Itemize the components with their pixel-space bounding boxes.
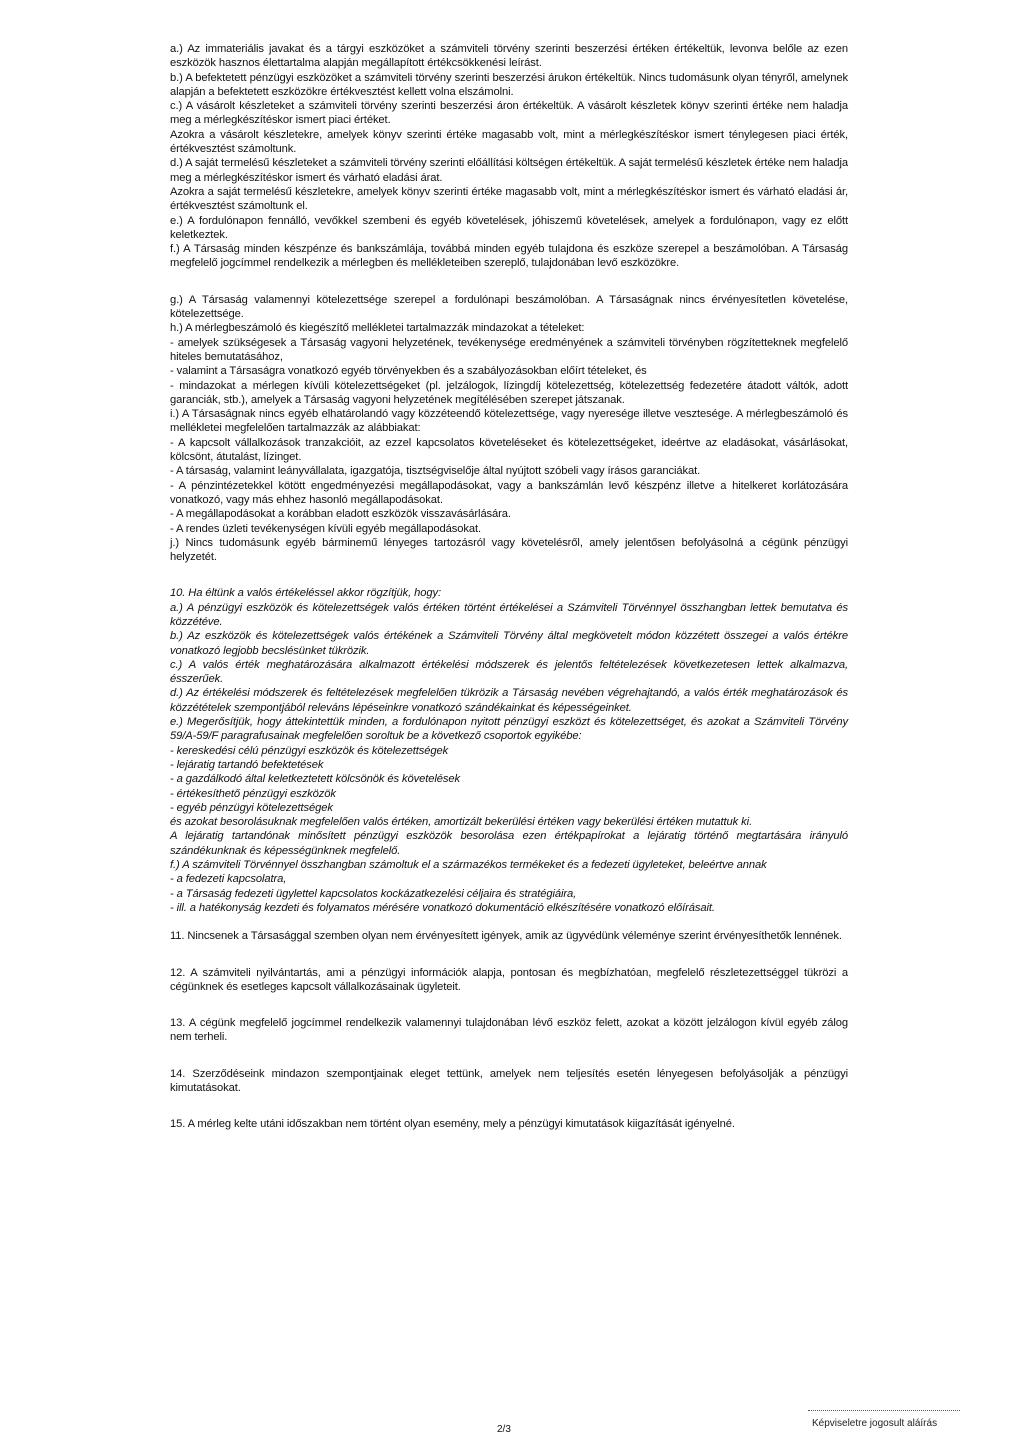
section-15: 15. A mérleg kelte utáni időszakban nem történt olyan esemény, mely a pénzügyi kimutatások kiigazítását igényelné. — [170, 1118, 735, 1131]
spacer — [170, 944, 848, 966]
list-item: - ill. a hatékonyság kezdeti és folyamatos mérésére vonatkozó dokumentáció elkészítésére vonatkozó előírásait. — [170, 901, 715, 914]
page-number: 2/3 — [497, 1424, 511, 1435]
spacer — [170, 915, 848, 929]
section-heading: 10. Ha éltünk a valós értékeléssel akkor rögzítjük, hogy: — [170, 587, 442, 600]
list-item: - a gazdálkodó által keletkeztetett kölcsönök és követelések — [170, 773, 461, 786]
spacer — [170, 564, 848, 586]
section-11: 11. Nincsenek a Társasággal szemben olyan nem érvényesített igények, amik az ügyvédünk véleménye szerint érvényesíthetők lennének. — [170, 930, 842, 943]
list-item: - mindazokat a mérlegen kívüli kötelezettségeket (pl. jelzálogok, lízingdíj kötelezettség, kötelezettség fedezetére átadott váltók, adott garanciák, stb.), amelyek a Társaság vagyoni helyzetének megítélésében szerepet játszanak. — [170, 379, 848, 406]
section-13: 13. A cégünk megfelelő jogcímmel rendelkezik valamennyi tulajdonában lévő eszköz felett, azokat a között jelzálogon kívül egyéb zálog nem terheli. — [170, 1017, 848, 1044]
paragraph: i.) A Társaságnak nincs egyéb elhatárolandó vagy közzéteendő kötelezettsége, vagy nyeresége illetve vesztesége. A mérlegbeszámoló és mellékletei megfelelően tartalmazzák az alábbiakat: — [170, 408, 848, 435]
signature-label: Képviseletre jogosult aláírás — [812, 1418, 938, 1429]
list-item: - A kapcsolt vállalkozások tranzakcióit, az ezzel kapcsolatos követeléseket és kötelezettségeket, ideértve az eladásokat, vásárlásokat, kölcsönt, átutalást, lízinget. — [170, 436, 848, 464]
list-item: - amelyek szükségesek a Társaság vagyoni helyzetének, tevékenysége eredményének a számviteli törvényben rögzítetteknek megfelelő hiteles bemutatásához, — [170, 336, 848, 363]
paragraph: a.) Az immateriális javakat és a tárgyi eszközöket a számviteli törvény szerinti beszerzési értéken értékeltük, levonva belőle az ezen eszközök hasznos élettartalma alapján megállapított értékcsökkenési leírást. — [170, 43, 848, 70]
paragraph: c.) A vásárolt készleteket a számviteli törvény szerinti beszerzési áron értékeltük. A vásárolt készletek könyv szerinti értéke nem haladja meg a mérlegkészítéskor ismert piaci értéket. — [170, 100, 848, 127]
list-item: - A pénzintézetekkel kötött engedményezési megállapodásokat, vagy a bankszámlán levő készpénz illetve a hitelkeret korlátozására vonatkozó, vagy más ehhez hasonló megállapodásokat. — [170, 479, 848, 506]
list-item: - valamint a Társaságra vonatkozó egyéb törvényekben és a szabályozásokban előírt tételeket, és — [170, 365, 647, 378]
list-item: - a fedezeti kapcsolatra, — [170, 873, 287, 886]
list-item: - A megállapodásokat a korábban eladott eszközök visszavásárlására. — [170, 508, 511, 521]
list-item: - egyéb pénzügyi kötelezettségek — [170, 801, 333, 814]
paragraph: b.) Az eszközök és kötelezettségek valós értékének a Számviteli Törvény által megkövetelt módon közzétett összegei a valós értékre vonatkozó legjobb becslésünket tükrözik. — [170, 630, 848, 657]
list-item: - A társaság, valamint leányvállalata, igazgatója, tisztségviselője által nyújtott szóbeli vagy írásos garanciákat. — [170, 465, 701, 478]
paragraph: b.) A befektetett pénzügyi eszközöket a számviteli törvény szerinti beszerzési árukon értékeltük. Nincs tudomásunk olyan tényről, amelynek alapján a befektetett eszközökre értékvesztést kellett volna elszámolni. — [170, 71, 848, 98]
fair-value-section — [170, 586, 848, 915]
paragraph: h.) A mérlegbeszámoló és kiegészítő mellékletei tartalmazzák mindazokat a tételeket: — [170, 322, 585, 335]
paragraph: d.) Az értékelési módszerek és feltételezések megfelelően tükrözik a Társaság nevében végrehajtandó, a valós érték meghatározások és közzétételek szempontjából releváns lépéseinkre vonatkozó szándékainkat és képességeinket. — [170, 687, 848, 714]
paragraph: g.) A Társaság valamennyi kötelezettsége szerepel a fordulónapi beszámolóban. A Társaságnak nincs érvényesítetlen követelése, kötelezettsége. — [170, 293, 848, 321]
paragraph: d.) A saját termelésű készleteket a számviteli törvény szerinti előállítási költségen értékeltük. A saját termelésű készletek értéke nem haladja meg a mérlegkészítéskor ismert és várható eladási árat. — [170, 157, 848, 184]
obligation-items — [170, 293, 848, 565]
signature-line — [808, 1410, 960, 1411]
paragraph: f.) A Társaság minden készpénze és bankszámlája, továbbá minden egyéb tulajdona és eszköze szerepel a beszámolóban. A Társaság megfelelő jogcímmel rendelkezik a mérlegben és mellékleteiben szereplő, tulajdonában levő eszközökre. — [170, 243, 848, 270]
list-item: - lejáratig tartandó befektetések — [170, 758, 324, 771]
paragraph: j.) Nincs tudomásunk egyéb bárminemű lényeges tartozásról vagy követelésről, amely jelentősen befolyásolná a cégünk pénzügyi helyzetét. — [170, 536, 848, 564]
spacer — [170, 1095, 848, 1117]
spacer — [170, 1045, 848, 1067]
paragraph: f.) A számviteli Törvénnyel összhangban számoltuk el a származékos termékeket és a fedezeti ügyleteket, beleértve annak — [170, 859, 767, 872]
paragraph: és azokat besorolásuknak megfelelően valós értéken, amortizált bekerülési értéken vagy bekerülési értéken mutattuk ki. — [170, 816, 753, 829]
paragraph: Azokra a vásárolt készletekre, amelyek könyv szerinti értéke magasabb volt, mint a mérlegkészítéskor ismert ténylegesen piaci érték, értékvesztést számoltunk. — [170, 128, 848, 156]
spacer — [170, 271, 848, 293]
valuation-items — [170, 42, 848, 271]
document-body — [170, 42, 848, 1132]
paragraph: Azokra a saját termelésű készletekre, amelyek könyv szerinti értéke magasabb volt, mint a mérlegkészítéskor ismert és várható eladási ár, értékvesztést számoltunk el. — [170, 185, 848, 213]
list-item: - kereskedési célú pénzügyi eszközök és kötelezettségek — [170, 744, 449, 757]
paragraph: A lejáratig tartandónak minősített pénzügyi eszközök besorolása ezen értékpapírokat a lejáratig történő megtartására irányuló szándékunknak és képességünknek megfelelő. — [170, 830, 848, 857]
paragraph: c.) A valós érték meghatározására alkalmazott értékelési módszerek és jelentős feltételezések következetesen lettek alkalmazva, ésszerűek. — [170, 658, 848, 686]
paragraph: e.) Megerősítjük, hogy áttekintettük minden, a fordulónapon nyitott pénzügyi eszközt és kötelezettséget, és azokat a Számviteli Törvény 59/A-59/F paragrafusainak megfelelően soroltuk be a következő csoportok egyikébe: — [170, 716, 848, 743]
section-12: 12. A számviteli nyilvántartás, ami a pénzügyi információk alapja, pontosan és megbízhatóan, megfelelő részletezettséggel tükrözi a cégünknek és esetleges kapcsolt vállalkozásainak ügyleteit. — [170, 966, 848, 993]
paragraph: e.) A fordulónapon fennálló, vevőkkel szembeni és egyéb követelések, jóhiszemű követelések, amelyek a fordulónapon, vagy ez előtt keletkeztek. — [170, 214, 848, 241]
list-item: - A rendes üzleti tevékenységen kívüli egyéb megállapodásokat. — [170, 522, 481, 535]
list-item: - értékesíthető pénzügyi eszközök — [170, 787, 336, 800]
section-14: 14. Szerződéseink mindazon szempontjainak eleget tettünk, amelyek nem teljesítés esetén lényegesen befolyásolják a pénzügyi kimutatásokat. — [170, 1067, 848, 1094]
paragraph: a.) A pénzügyi eszközök és kötelezettségek valós értéken történt értékelései a Számviteli Törvénnyel összhangban lettek bemutatva és közzétéve. — [170, 601, 848, 628]
spacer — [170, 994, 848, 1016]
list-item: - a Társaság fedezeti ügylettel kapcsolatos kockázatkezelési céljaira és stratégiáira, — [170, 887, 577, 900]
